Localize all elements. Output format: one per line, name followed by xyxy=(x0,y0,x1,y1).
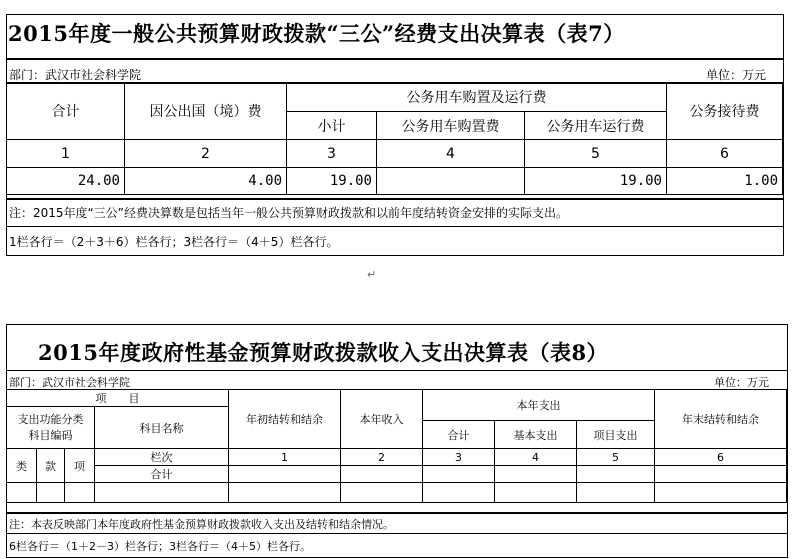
table8-empty-cell xyxy=(341,483,423,503)
table7-header-abroad: 因公出国（境）费 xyxy=(125,83,287,140)
table8-header-name: 科目名称 xyxy=(95,407,229,449)
table8-empty-cell xyxy=(655,483,787,503)
paragraph-return-mark: ↵ xyxy=(367,268,377,281)
table8-col-number: 5 xyxy=(577,449,655,466)
table7-note: 注：2015年度“三公”经费决算数是包括当年一般公共预算财政拨款和以前年度结转资金安排的实际支出。 xyxy=(9,206,568,220)
table7-unit: 单位：万元 xyxy=(706,68,767,82)
table7-col-number: 5 xyxy=(525,140,667,168)
table7-note-line xyxy=(6,198,783,200)
table8-header-begin: 年初结转和结余 xyxy=(229,390,341,449)
table7-col-number: 3 xyxy=(287,140,377,168)
table7-title: 2015年度一般公共预算财政拨款“三公”经费支出决算表（表7） xyxy=(8,21,625,46)
table8-title-divider xyxy=(6,370,787,371)
table8-col-number: 4 xyxy=(495,449,577,466)
table7-title-divider xyxy=(6,58,783,60)
table8-header-lei: 类 xyxy=(7,449,37,483)
table8-formula: 6栏各行＝（1＋2－3）栏各行；3栏各行＝（4＋5）栏各行。 xyxy=(9,540,311,553)
table8-empty-cell xyxy=(495,466,577,483)
table7-value-total: 24.00 xyxy=(7,168,125,195)
table8-heji: 合计 xyxy=(95,466,229,483)
table7-col-number: 2 xyxy=(125,140,287,168)
table8-col-number: 2 xyxy=(341,449,423,466)
table8-empty-cell xyxy=(577,483,655,503)
table7-header-total: 合计 xyxy=(7,83,125,140)
table8-unit: 单位：万元 xyxy=(714,376,769,389)
table8 xyxy=(6,389,787,503)
table7-value-car-running: 19.00 xyxy=(525,168,667,195)
table8-header-total: 合计 xyxy=(423,421,495,449)
table7-dept: 部门：武汉市社会科学院 xyxy=(9,68,142,82)
table8-title: 2015年度政府性基金预算财政拨款收入支出决算表（表8） xyxy=(38,340,609,365)
table8-header-xiang: 项 xyxy=(65,449,95,483)
table8-empty-cell xyxy=(577,466,655,483)
table7 xyxy=(6,82,783,195)
table8-note-divider xyxy=(6,533,787,534)
table8-empty-cell xyxy=(229,466,341,483)
table8-header-item: 项 目 xyxy=(7,390,229,407)
table8-empty-cell xyxy=(423,466,495,483)
table7-formula: 1栏各行＝（2＋3＋6）栏各行；3栏各行＝（4＋5）栏各行。 xyxy=(9,235,339,249)
table7-col-number: 1 xyxy=(7,140,125,168)
table8-header-func-cell xyxy=(7,407,95,449)
table8-col-number: 1 xyxy=(229,449,341,466)
table8-empty-cell xyxy=(7,483,37,503)
table7-value-subtotal: 19.00 xyxy=(287,168,377,195)
table8-header-project: 项目支出 xyxy=(577,421,655,449)
table8-lanci: 栏次 xyxy=(95,449,229,466)
table8-note: 注：本表反映部门本年度政府性基金预算财政拨款收入支出及结转和结余情况。 xyxy=(9,518,394,531)
table8-header-kuan: 款 xyxy=(37,449,65,483)
table7-note-divider xyxy=(6,226,783,227)
table8-empty-cell xyxy=(655,466,787,483)
table8-header-end: 年末结转和结余 xyxy=(655,390,787,449)
table7-value-abroad: 4.00 xyxy=(125,168,287,195)
table7-header-subtotal: 小计 xyxy=(287,112,377,140)
table8-empty-cell xyxy=(37,483,65,503)
table8-empty-cell xyxy=(65,483,95,503)
table8-header-spend: 本年支出 xyxy=(423,390,655,421)
table8-header-func: 支出功能分类 xyxy=(17,412,84,426)
table8-col-number: 6 xyxy=(655,449,787,466)
table8-empty-cell xyxy=(495,483,577,503)
table8-empty-cell xyxy=(95,483,229,503)
table7-header-car-purchase: 公务用车购置费 xyxy=(377,112,525,140)
table7-col-number: 6 xyxy=(667,140,783,168)
table7-header-car: 公务用车购置及运行费 xyxy=(287,83,667,112)
table8-header-income: 本年收入 xyxy=(341,390,423,449)
table8-header-code: 科目编码 xyxy=(28,428,73,442)
table8-header-basic: 基本支出 xyxy=(495,421,577,449)
table8-col-number: 3 xyxy=(423,449,495,466)
table7-col-number: 4 xyxy=(377,140,525,168)
table8-empty-cell xyxy=(229,483,341,503)
table8-empty-cell xyxy=(423,483,495,503)
table8-empty-cell xyxy=(341,466,423,483)
table7-header-car-running: 公务用车运行费 xyxy=(525,112,667,140)
table7-header-reception: 公务接待费 xyxy=(667,83,783,140)
table7-value-car-purchase xyxy=(377,168,525,195)
table8-dept: 部门：武汉市社会科学院 xyxy=(9,376,130,389)
table8-note-line xyxy=(6,512,787,514)
table7-value-reception: 1.00 xyxy=(667,168,783,195)
